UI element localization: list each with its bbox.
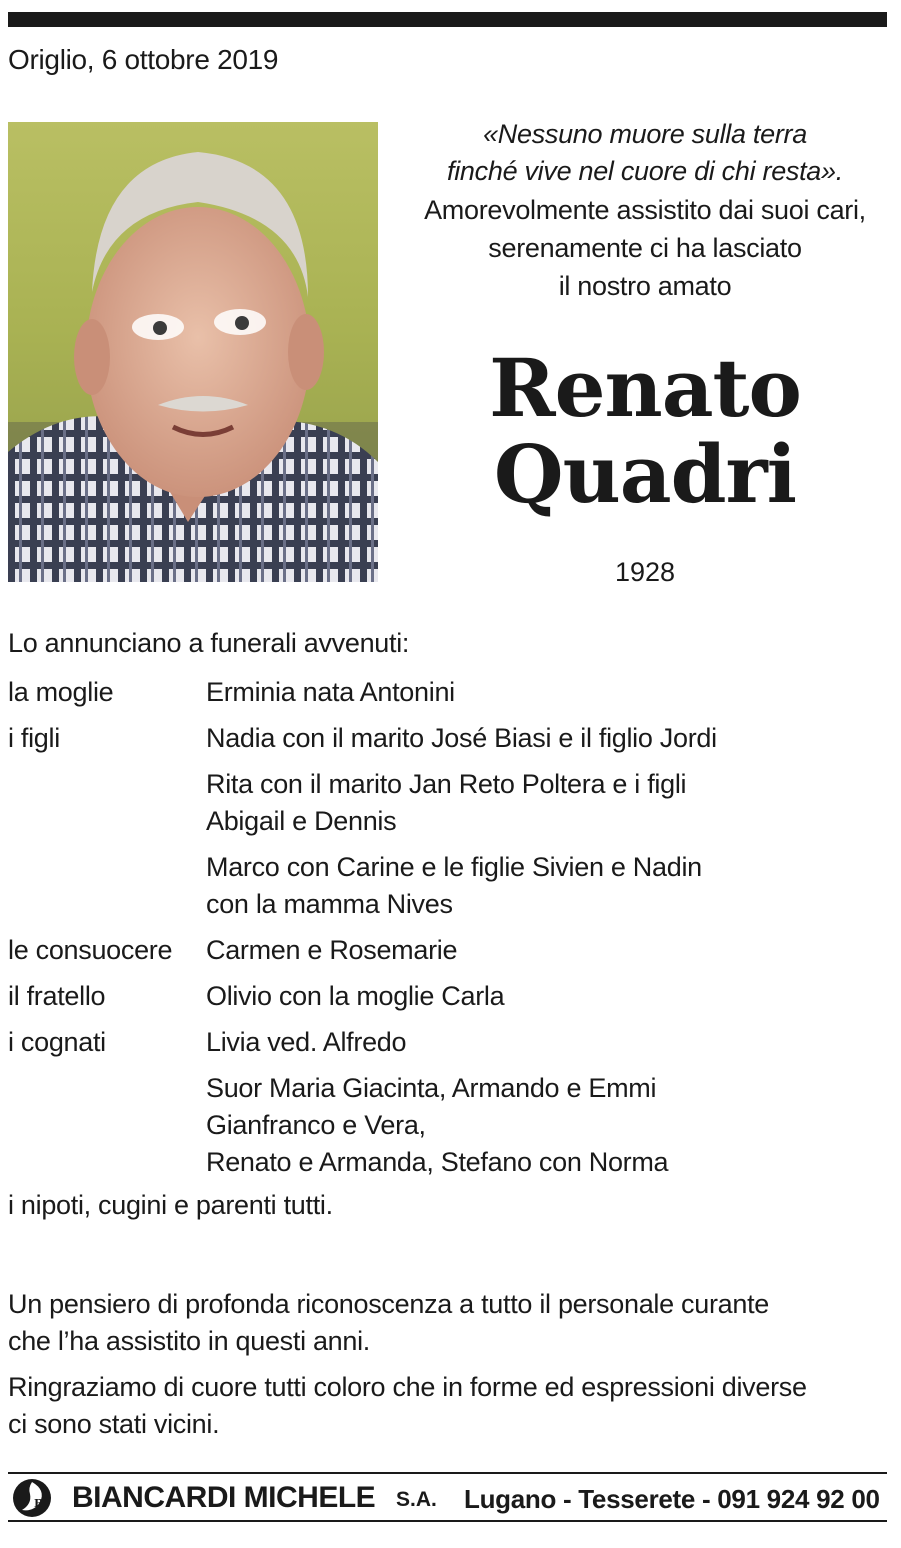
top-rule xyxy=(8,12,887,27)
family-row xyxy=(8,849,888,923)
svg-text:B: B xyxy=(34,1497,44,1510)
announcement-heading: Lo annunciano a funerali avvenuti: xyxy=(8,628,410,658)
family-member-line: con la mamma Nives xyxy=(206,889,453,919)
family-role: il fratello xyxy=(8,981,106,1011)
portrait-photo xyxy=(8,122,378,582)
funeral-home-name: BIANCARDI MICHELE xyxy=(72,1481,376,1514)
intro-line: Amorevolmente assistito dai suoi cari, xyxy=(424,195,866,225)
family-member-line: Rita con il marito Jan Reto Poltera e i figli xyxy=(206,769,687,799)
logo-graphic xyxy=(12,1478,52,1518)
family-row xyxy=(8,674,888,711)
deceased-first-name: Renato xyxy=(489,341,801,435)
family-list xyxy=(8,674,888,1190)
thanks-line: che l’ha assistito in questi anni. xyxy=(8,1326,371,1356)
family-member-line: Erminia nata Antonini xyxy=(206,677,455,707)
family-role: la moglie xyxy=(8,677,114,707)
thanks-line: Un pensiero di profonda riconoscenza a tutto il personale curante xyxy=(8,1289,769,1319)
portrait-illustration xyxy=(8,122,378,582)
thanks-line: Ringraziamo di cuore tutti coloro che in forme ed espressioni diverse xyxy=(8,1372,807,1402)
family-member-line: Renato e Armanda, Stefano con Norma xyxy=(206,1147,669,1177)
thanks-line: ci sono stati vicini. xyxy=(8,1409,220,1439)
place-date: Origlio, 6 ottobre 2019 xyxy=(8,44,279,75)
thanks-paragraph xyxy=(8,1286,888,1360)
family-role: i figli xyxy=(8,723,60,753)
quote-line: «Nessuno muore sulla terra xyxy=(483,119,807,149)
family-role: i cognati xyxy=(8,1027,106,1057)
relatives-closing-line: i nipoti, cugini e parenti tutti. xyxy=(8,1190,333,1220)
thanks-paragraph xyxy=(8,1369,888,1443)
family-member-line: Marco con Carine e le figlie Sivien e Nadin xyxy=(206,852,702,882)
intro-line: il nostro amato xyxy=(558,271,732,301)
family-row xyxy=(8,766,888,840)
family-row xyxy=(8,932,888,969)
birth-year: 1928 xyxy=(614,557,676,587)
funeral-home-contact: Lugano - Tesserete - 091 924 92 00 xyxy=(464,1484,880,1514)
quote-line: finché vive nel cuore di chi resta». xyxy=(447,156,843,186)
footer-bottom-rule xyxy=(8,1520,887,1522)
intro-line: serenamente ci ha lasciato xyxy=(488,233,802,263)
funeral-home-suffix: S.A. xyxy=(396,1488,437,1511)
epigraph-quote xyxy=(392,116,898,190)
deceased-last-name: Quadri xyxy=(493,427,797,521)
family-member-line: Nadia con il marito José Biasi e il figlio Jordi xyxy=(206,723,717,753)
family-member-line: Abigail e Dennis xyxy=(206,806,397,836)
family-row xyxy=(8,978,888,1015)
family-member-line: Suor Maria Giacinta, Armando e Emmi xyxy=(206,1073,657,1103)
family-row xyxy=(8,1070,888,1181)
family-role: le consuocere xyxy=(8,935,173,965)
family-row xyxy=(8,1024,888,1061)
footer-top-rule xyxy=(8,1472,887,1474)
intro-text xyxy=(392,191,898,305)
intro-block xyxy=(392,116,898,305)
family-row xyxy=(8,720,888,757)
family-member-line: Livia ved. Alfredo xyxy=(206,1027,407,1057)
family-member-line: Olivio con la moglie Carla xyxy=(206,981,505,1011)
family-member-line: Gianfranco e Vera, xyxy=(206,1110,426,1140)
biancardi-logo-icon xyxy=(12,1478,52,1518)
family-member-line: Carmen e Rosemarie xyxy=(206,935,458,965)
